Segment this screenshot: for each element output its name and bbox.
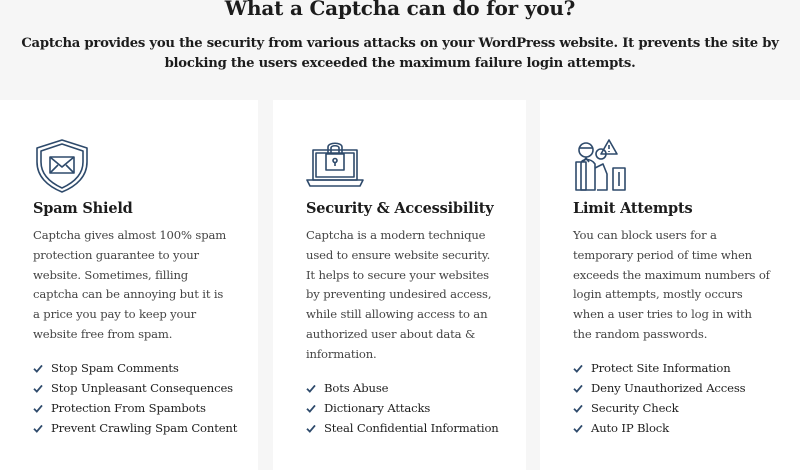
check-icon xyxy=(573,364,591,373)
list-item-label: Stop Unpleasant Consequences xyxy=(51,381,233,395)
check-icon xyxy=(33,364,51,373)
list-item-label: Auto IP Block xyxy=(591,421,670,435)
list-item xyxy=(573,378,745,398)
list-item xyxy=(33,378,237,398)
list-item-label: Bots Abuse xyxy=(324,381,389,395)
list-item xyxy=(306,378,499,398)
list-item-label: Steal Confidential Information xyxy=(324,421,499,435)
card-title: Limit Attempts xyxy=(573,200,693,217)
check-icon xyxy=(306,404,324,413)
check-icon xyxy=(573,384,591,393)
laptop-lock-icon xyxy=(306,138,364,194)
check-icon xyxy=(33,404,51,413)
section-title: What a Captcha can do for you? xyxy=(224,0,576,20)
list-item xyxy=(573,418,745,438)
feature-card-limit-attempts xyxy=(540,100,800,470)
card-description: You can block users for a temporary period of time when exceeds the maximum numbers of login attempts, mostly occurs when a user tries to log in with the random passwords. xyxy=(573,228,770,341)
blocked-users-icon xyxy=(573,138,631,194)
list-item xyxy=(306,418,499,438)
card-title: Spam Shield xyxy=(33,200,133,217)
section-header xyxy=(0,0,800,100)
list-item xyxy=(33,358,237,378)
list-item-label: Stop Spam Comments xyxy=(51,361,179,375)
list-item-label: Protect Site Information xyxy=(591,361,731,375)
list-item-label: Security Check xyxy=(591,401,679,415)
check-icon xyxy=(573,424,591,433)
list-item-label: Prevent Crawling Spam Content xyxy=(51,421,238,435)
list-item xyxy=(573,358,745,378)
list-item xyxy=(573,398,745,418)
feature-list xyxy=(33,358,237,438)
envelope-shield-icon xyxy=(33,138,91,194)
list-item xyxy=(33,418,237,438)
list-item-label: Dictionary Attacks xyxy=(324,401,431,415)
feature-card-security-accessibility xyxy=(273,100,526,470)
card-description: Captcha is a modern technique used to ensure website security. It helps to secure your websites by preventing undesired access, while still allowing access to an authorized user about data & information. xyxy=(306,228,492,361)
feature-list xyxy=(573,358,745,438)
section-subtitle: Captcha provides you the security from various attacks on your WordPress website. It prevents the site by blocking the users exceeded the maximum failure login attempts. xyxy=(21,36,779,71)
check-icon xyxy=(306,384,324,393)
list-item xyxy=(306,398,499,418)
check-icon xyxy=(573,404,591,413)
check-icon xyxy=(33,384,51,393)
list-item-label: Deny Unauthorized Access xyxy=(591,381,746,395)
feature-card-spam-shield xyxy=(0,100,258,470)
card-description: Captcha gives almost 100% spam protection guarantee to your website. Sometimes, filling captcha can be annoying but it is a price you pay to keep your website free from spam. xyxy=(33,228,227,341)
list-item xyxy=(33,398,237,418)
feature-list xyxy=(306,378,499,438)
card-title: Security & Accessibility xyxy=(306,200,494,217)
check-icon xyxy=(306,424,324,433)
list-item-label: Protection From Spambots xyxy=(51,401,206,415)
check-icon xyxy=(33,424,51,433)
